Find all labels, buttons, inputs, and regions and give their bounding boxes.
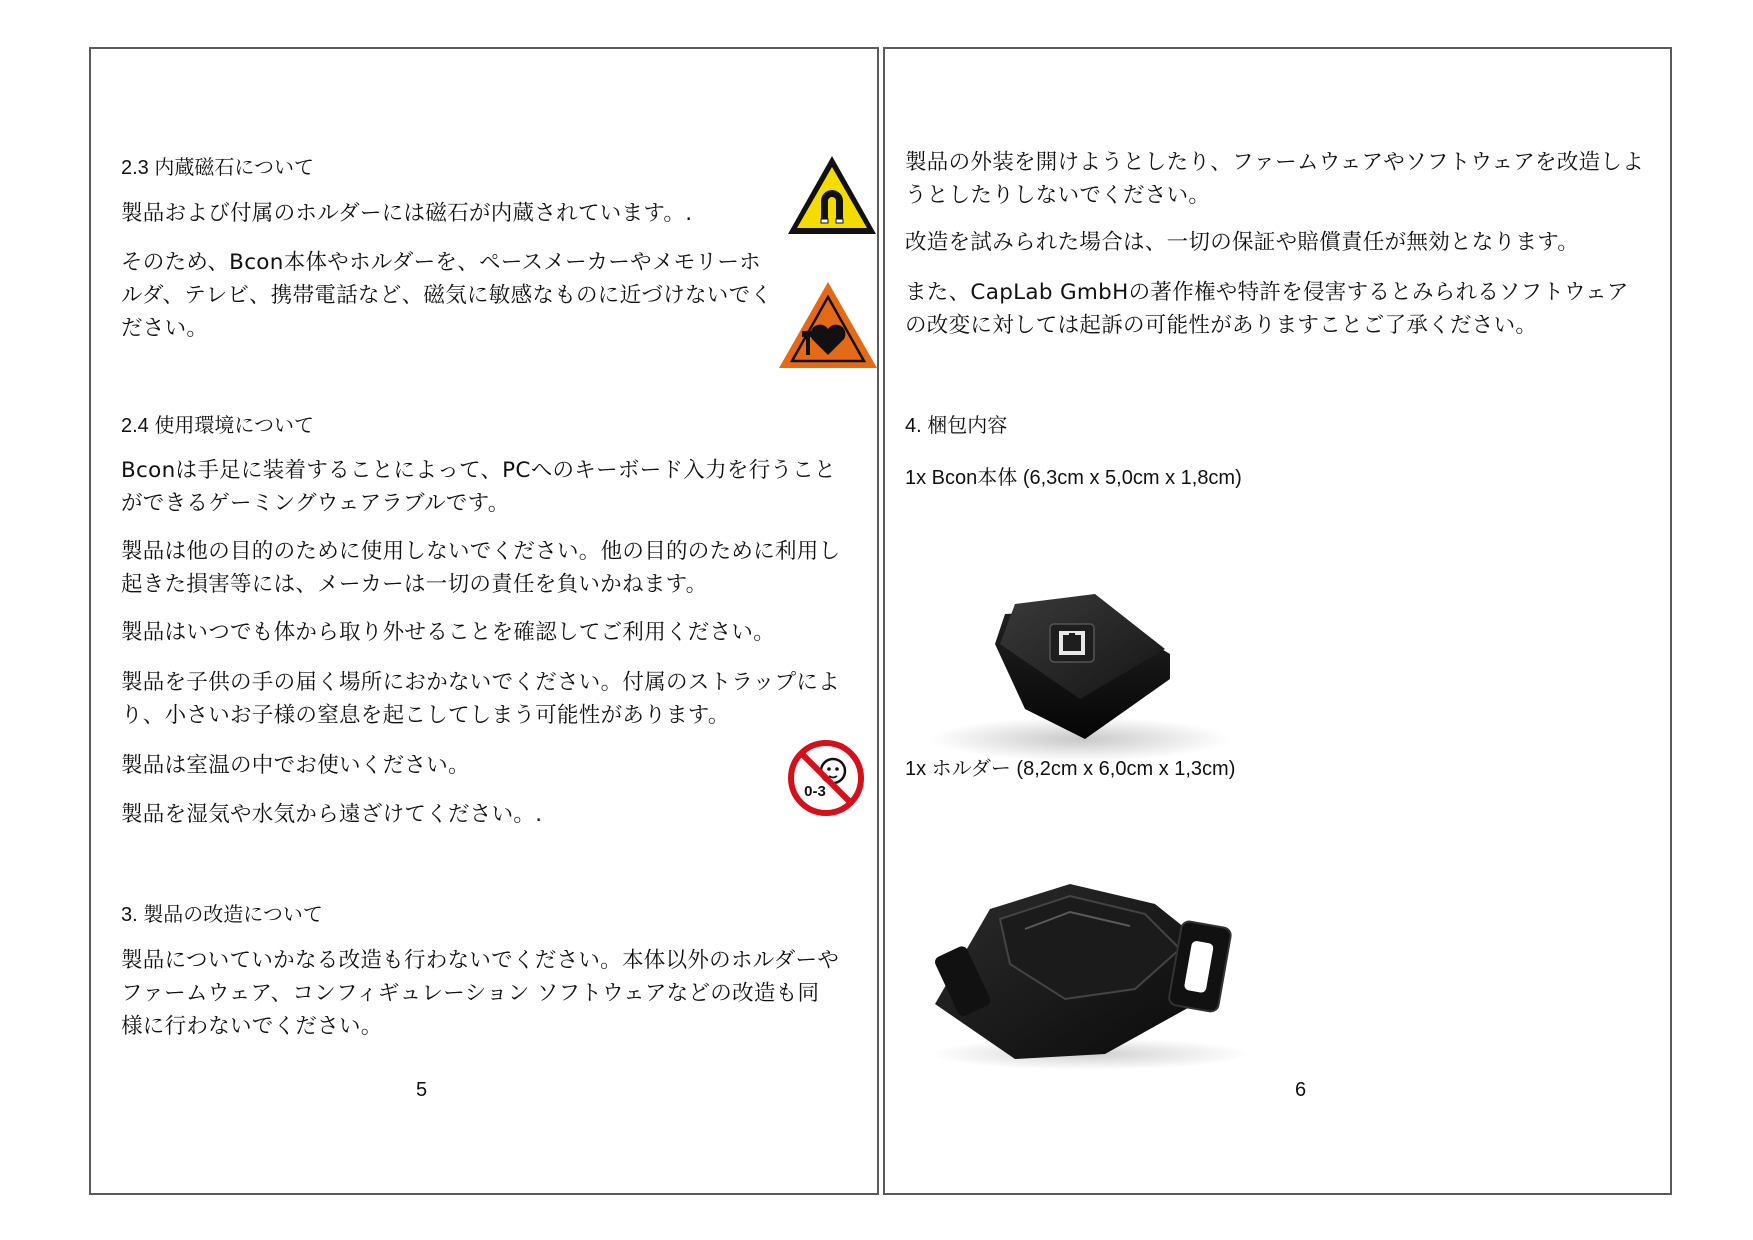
modification-paragraph-3: また、CapLab GmbHの著作権や特許を侵害するとみられるソフトウェアの改変に対しては起訴の可能性がありますことご了承ください。 <box>905 280 1629 338</box>
package-item-holder: 1x ホルダー (8,2cm x 6,0cm x 1,3cm) <box>905 758 1236 780</box>
section-2-3-paragraph-1: 製品および付属のホルダーには磁石が内蔵されています。. <box>121 201 693 226</box>
age-label: 0-3 <box>804 783 826 800</box>
section-2-4-paragraph-6: 製品を湿気や水気から遠ざけてください。. <box>121 802 543 827</box>
section-2-4-paragraph-4: 製品を子供の手の届く場所におかないでください。付属のストラップにより、小さいお子様の窒息を起こしてしまう可能性があります。 <box>121 670 840 728</box>
section-2-4-paragraph-2: 製品は他の目的のために使用しないでください。他の目的のために利用し起きた損害等には、メーカーは一切の責任を負いかねます。 <box>121 539 841 597</box>
section-2-4-heading: 2.4 使用環境について <box>121 415 314 437</box>
page-number: 6 <box>1295 1079 1307 1101</box>
section-3-paragraph-1: 製品についていかなる改造も行わないでください。本体以外のホルダーやファームウェア、コンフィギュレーション ソフトウェアなどの改造も同様に行わないでください。 <box>121 948 840 1039</box>
section-4-heading: 4. 梱包内容 <box>905 415 1008 437</box>
no-children-0-3-icon <box>786 738 866 818</box>
modification-paragraph-2: 改造を試みられた場合は、一切の保証や賠償責任が無効となります。 <box>905 230 1580 255</box>
page-right <box>883 47 1672 1195</box>
page-number: 5 <box>416 1079 428 1101</box>
pacemaker-warning-icon <box>776 279 880 371</box>
magnet-warning-icon <box>785 153 879 237</box>
section-2-4-paragraph-5: 製品は室温の中でお使いください。 <box>121 753 470 778</box>
modification-paragraph-1: 製品の外装を開けようとしたり、ファームウェアやソフトウェアを改造しようとしたりしないでください。 <box>905 150 1645 208</box>
section-2-3-heading: 2.3 内蔵磁石について <box>121 157 314 179</box>
bcon-device-photo <box>905 549 1235 769</box>
holder-photo <box>905 854 1255 1074</box>
package-item-bcon: 1x Bcon本体 (6,3cm x 5,0cm x 1,8cm) <box>905 467 1242 489</box>
section-2-3-paragraph-2: そのため、Bcon本体やホルダーを、ペースメーカーやメモリーホルダ、テレビ、携帯電話など、磁気に敏感なものに近づけないでください。 <box>121 250 773 341</box>
section-2-4-paragraph-1: Bconは手足に装着することによって、PCへのキーボード入力を行うことができるゲーミングウェアラブルです。 <box>121 458 836 516</box>
section-3-heading: 3. 製品の改造について <box>121 904 323 926</box>
section-2-4-paragraph-3: 製品はいつでも体から取り外せることを確認してご利用ください。 <box>121 620 776 645</box>
page-left <box>89 47 879 1195</box>
